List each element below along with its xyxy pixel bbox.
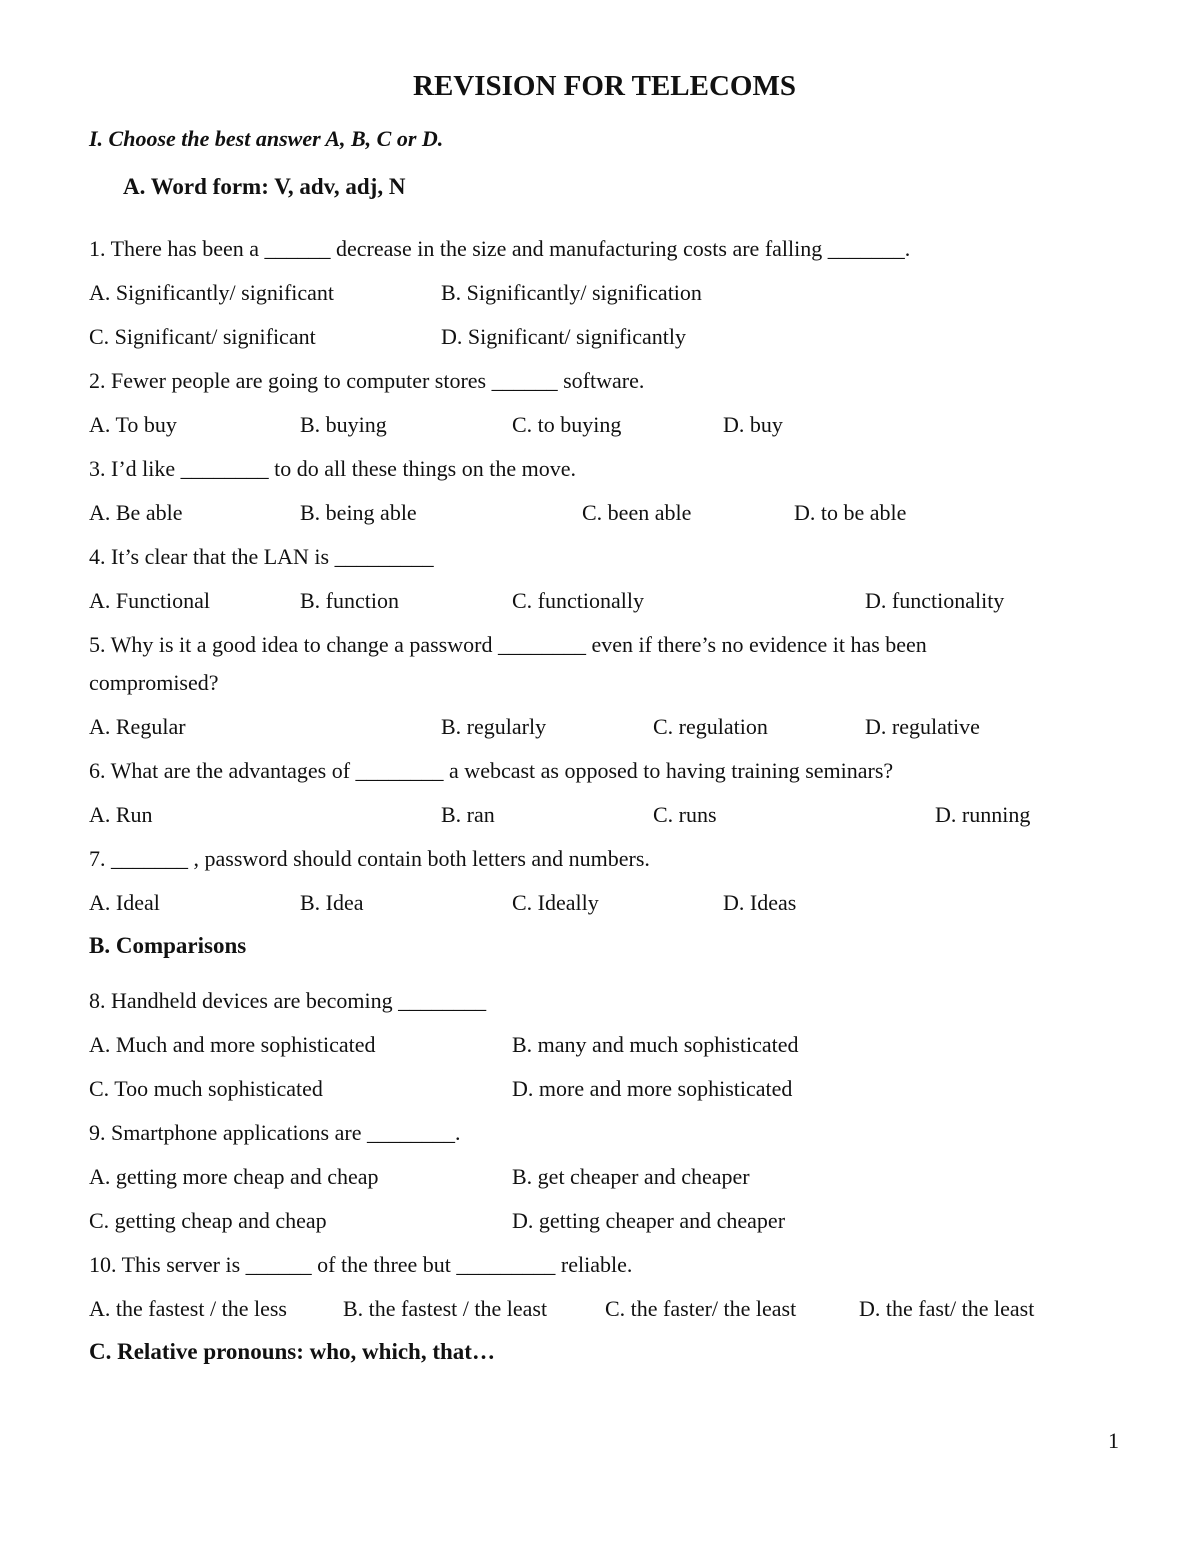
question-9: 9. Smartphone applications are ________.	[89, 1120, 461, 1145]
q6-option-a: A. Run	[89, 802, 153, 827]
q3-option-c: C. been able	[582, 500, 692, 525]
q3-option-b: B. being able	[300, 500, 417, 525]
q8-option-c: C. Too much sophisticated	[89, 1076, 323, 1101]
q6-option-c: C. runs	[653, 802, 717, 827]
q7-option-b: B. Idea	[300, 890, 364, 915]
q4-option-a: A. Functional	[89, 588, 210, 613]
question-8: 8. Handheld devices are becoming ________	[89, 988, 487, 1013]
q5-option-b: B. regularly	[441, 714, 547, 739]
q10-option-c: C. the faster/ the least	[605, 1296, 797, 1321]
question-5: 5. Why is it a good idea to change a password ________ even if there’s no evidence it has been	[89, 632, 927, 657]
q10-option-a: A. the fastest / the less	[89, 1296, 287, 1321]
q2-option-a: A. To buy	[89, 412, 177, 437]
q9-option-b: B. get cheaper and cheaper	[512, 1164, 750, 1189]
q4-option-d: D. functionality	[865, 588, 1005, 613]
section-b-heading: B. Comparisons	[89, 933, 247, 958]
question-10: 10. This server is ______ of the three but _________ reliable.	[89, 1252, 633, 1277]
q1-option-c: C. Significant/ significant	[89, 324, 316, 349]
q2-option-b: B. buying	[300, 412, 387, 437]
document-title: REVISION FOR TELECOMS	[413, 70, 796, 102]
q8-option-a: A. Much and more sophisticated	[89, 1032, 376, 1057]
q6-option-d: D. running	[935, 802, 1031, 827]
q3-option-a: A. Be able	[89, 500, 183, 525]
q5-option-d: D. regulative	[865, 714, 980, 739]
section-c-heading: C. Relative pronouns: who, which, that…	[89, 1339, 495, 1364]
q8-option-b: B. many and much sophisticated	[512, 1032, 799, 1057]
q7-option-a: A. Ideal	[89, 890, 160, 915]
q1-option-a: A. Significantly/ significant	[89, 280, 335, 305]
instruction: I. Choose the best answer A, B, C or D.	[89, 126, 444, 151]
q9-option-c: C. getting cheap and cheap	[89, 1208, 327, 1233]
q3-option-d: D. to be able	[794, 500, 907, 525]
question-1: 1. There has been a ______ decrease in the size and manufacturing costs are falling _______.	[89, 236, 911, 261]
q9-option-a: A. getting more cheap and cheap	[89, 1164, 379, 1189]
question-7: 7. _______ , password should contain both letters and numbers.	[89, 846, 650, 871]
question-3: 3. I’d like ________ to do all these things on the move.	[89, 456, 576, 481]
q5-option-a: A. Regular	[89, 714, 186, 739]
q6-option-b: B. ran	[441, 802, 495, 827]
q4-option-c: C. functionally	[512, 588, 644, 613]
q5-option-c: C. regulation	[653, 714, 768, 739]
q7-option-c: C. Ideally	[512, 890, 599, 915]
q2-option-c: C. to buying	[512, 412, 622, 437]
page-number: 1	[1108, 1428, 1119, 1453]
q8-option-d: D. more and more sophisticated	[512, 1076, 793, 1101]
q7-option-d: D. Ideas	[723, 890, 797, 915]
q2-option-d: D. buy	[723, 412, 783, 437]
question-5-continued: compromised?	[89, 670, 219, 695]
q4-option-b: B. function	[300, 588, 399, 613]
q10-option-b: B. the fastest / the least	[343, 1296, 548, 1321]
question-4: 4. It’s clear that the LAN is _________	[89, 544, 434, 569]
section-a-heading: A. Word form: V, adv, adj, N	[123, 174, 406, 199]
question-2: 2. Fewer people are going to computer stores ______ software.	[89, 368, 645, 393]
q1-option-b: B. Significantly/ signification	[441, 280, 702, 305]
q10-option-d: D. the fast/ the least	[859, 1296, 1035, 1321]
q1-option-d: D. Significant/ significantly	[441, 324, 687, 349]
q9-option-d: D. getting cheaper and cheaper	[512, 1208, 786, 1233]
question-6: 6. What are the advantages of ________ a webcast as opposed to having training seminars?	[89, 758, 894, 783]
